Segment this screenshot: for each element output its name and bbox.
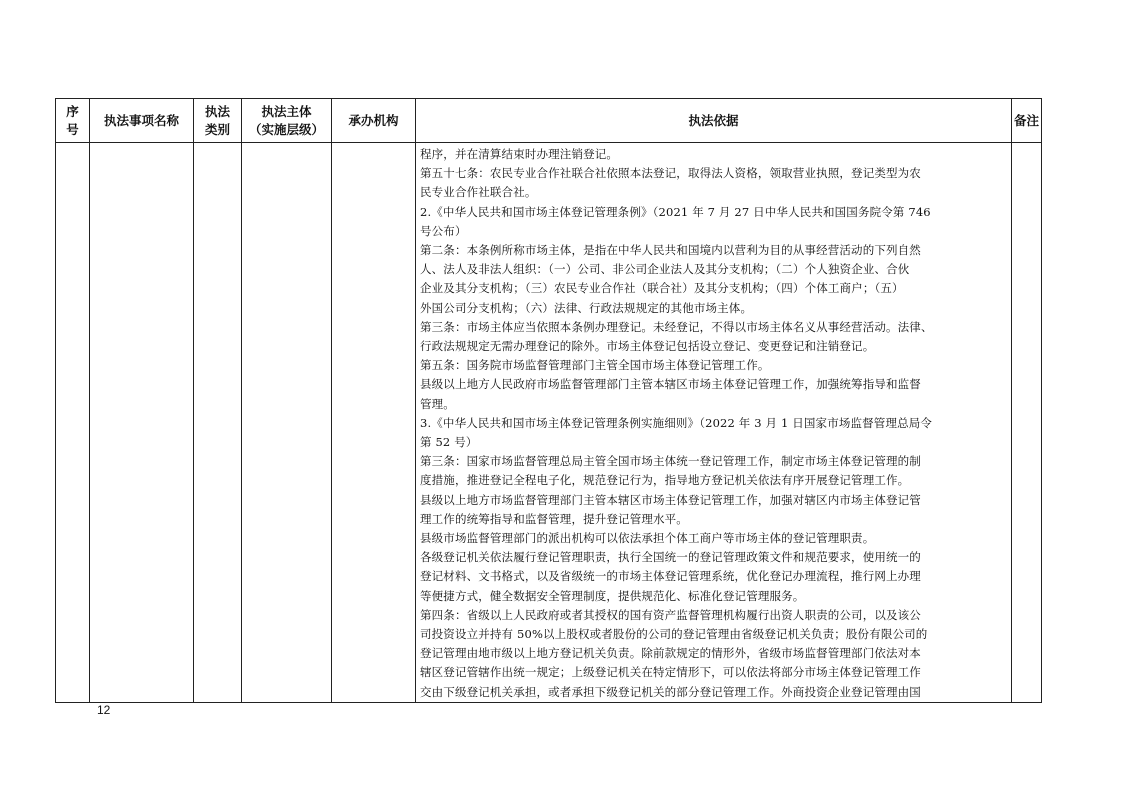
basis-line: 各级登记机关依法履行登记管理职责，执行全国统一的登记管理政策文件和规范要求，使用统一的	[420, 550, 921, 565]
header-basis: 执法依据	[416, 99, 1012, 143]
header-category-line1: 执法	[204, 103, 230, 119]
header-category	[194, 99, 242, 143]
basis-line: 交由下级登记机关承担，或者承担下级登记机关的部分登记管理工作。外商投资企业登记管理由国	[420, 684, 921, 699]
basis-line: 县级市场监督管理部门的派出机构可以依法承担个体工商户等市场主体的登记管理职责。	[420, 531, 875, 546]
header-subject	[242, 99, 332, 143]
cell-subject	[242, 143, 332, 703]
basis-line: 程序，并在清算结束时办理注销登记。	[420, 147, 619, 161]
basis-line: 辖区登记管辖作出统一规定；上级登记机关在特定情形下，可以依法将部分市场主体登记管理工作	[420, 665, 921, 680]
cell-seq	[56, 143, 90, 703]
header-category-line2: 类别	[204, 121, 230, 137]
header-subject-line1: 执法主体	[261, 103, 312, 119]
basis-line: 第四条：省级以上人民政府或者其授权的国有资产监督管理机构履行出资人职责的公司，以及该公	[420, 607, 921, 622]
basis-line: 人、法人及非法人组织：（一）公司、非公司企业法人及其分支机构；（二）个人独资企业、合伙	[420, 262, 910, 277]
basis-line: 第三条：市场主体应当依照本条例办理登记。未经登记，不得以市场主体名义从事经营活动。法律、	[420, 319, 933, 334]
basis-line: 司投资设立并持有 50%以上股权或者股份的公司的登记管理由省级登记机关负责；股份有限公司的	[420, 627, 928, 642]
cell-agency	[332, 143, 416, 703]
basis-line: 行政法规规定无需办理登记的除外。市场主体登记包括设立登记、变更登记和注销登记。	[420, 339, 875, 354]
cell-basis	[416, 143, 1012, 703]
cell-category	[194, 143, 242, 703]
basis-line: 第 52 号）	[420, 435, 478, 450]
basis-line: 3.《中华人民共和国市场主体登记管理条例实施细则》（2022 年 3 月 1 日国家市场监督管理总局令	[420, 415, 933, 430]
header-seq-line1: 序	[66, 103, 79, 119]
basis-line: 等便捷方式，健全数据安全管理制度，提供规范化、标准化登记管理服务。	[420, 588, 805, 603]
basis-line: 2.《中华人民共和国市场主体登记管理条例》（2021 年 7 月 27 日中华人民共和国国务院令第 746	[420, 204, 931, 219]
table-row	[56, 143, 1042, 703]
basis-line: 县级以上地方市场监督管理部门主管本辖区市场主体登记管理工作，加强对辖区内市场主体登记管	[420, 492, 921, 507]
header-item-name: 执法事项名称	[90, 99, 194, 143]
basis-line: 民专业合作社联合社。	[420, 185, 537, 200]
header-subject-line2: （实施层级）	[248, 121, 324, 137]
cell-item-name	[90, 143, 194, 703]
basis-line: 管理。	[420, 396, 455, 411]
header-remarks: 备注	[1012, 99, 1042, 143]
basis-line: 理工作的统筹指导和监督管理，提升登记管理水平。	[420, 511, 688, 526]
basis-line: 第二条：本条例所称市场主体，是指在中华人民共和国境内以营利为目的从事经营活动的下列自然	[420, 243, 921, 258]
enforcement-table	[55, 98, 1042, 703]
basis-line: 第五十七条：农民专业合作社联合社依照本法登记，取得法人资格，领取营业执照，登记类型为农	[420, 166, 921, 181]
basis-line: 登记材料、文书格式，以及省级统一的市场主体登记管理系统，优化登记办理流程，推行网上办理	[420, 569, 921, 584]
basis-line: 县级以上地方人民政府市场监督管理部门主管本辖区市场主体登记管理工作，加强统筹指导和监督	[420, 377, 921, 392]
header-seq	[56, 99, 90, 143]
basis-line: 登记管理由地市级以上地方登记机关负责。除前款规定的情形外，省级市场监督管理部门依法对本	[420, 646, 921, 661]
page-number: 12	[97, 703, 111, 717]
table-header-row	[56, 99, 1042, 143]
basis-line: 外国公司分支机构；（六）法律、行政法规规定的其他市场主体。	[420, 300, 753, 315]
basis-line: 第三条：国家市场监督管理总局主管全国市场主体统一登记管理工作，制定市场主体登记管理的制	[420, 454, 921, 469]
cell-remarks	[1012, 143, 1042, 703]
header-seq-line2: 号	[66, 121, 79, 137]
basis-line: 第五条：国务院市场监督管理部门主管全国市场主体登记管理工作。	[420, 358, 770, 373]
basis-line: 度措施，推进登记全程电子化，规范登记行为，指导地方登记机关依法有序开展登记管理工作。	[420, 473, 910, 488]
header-agency: 承办机构	[332, 99, 416, 143]
basis-line: 号公布）	[420, 223, 467, 238]
basis-line: 企业及其分支机构；（三）农民专业合作社（联合社）及其分支机构；（四）个体工商户；（五）	[420, 281, 904, 296]
